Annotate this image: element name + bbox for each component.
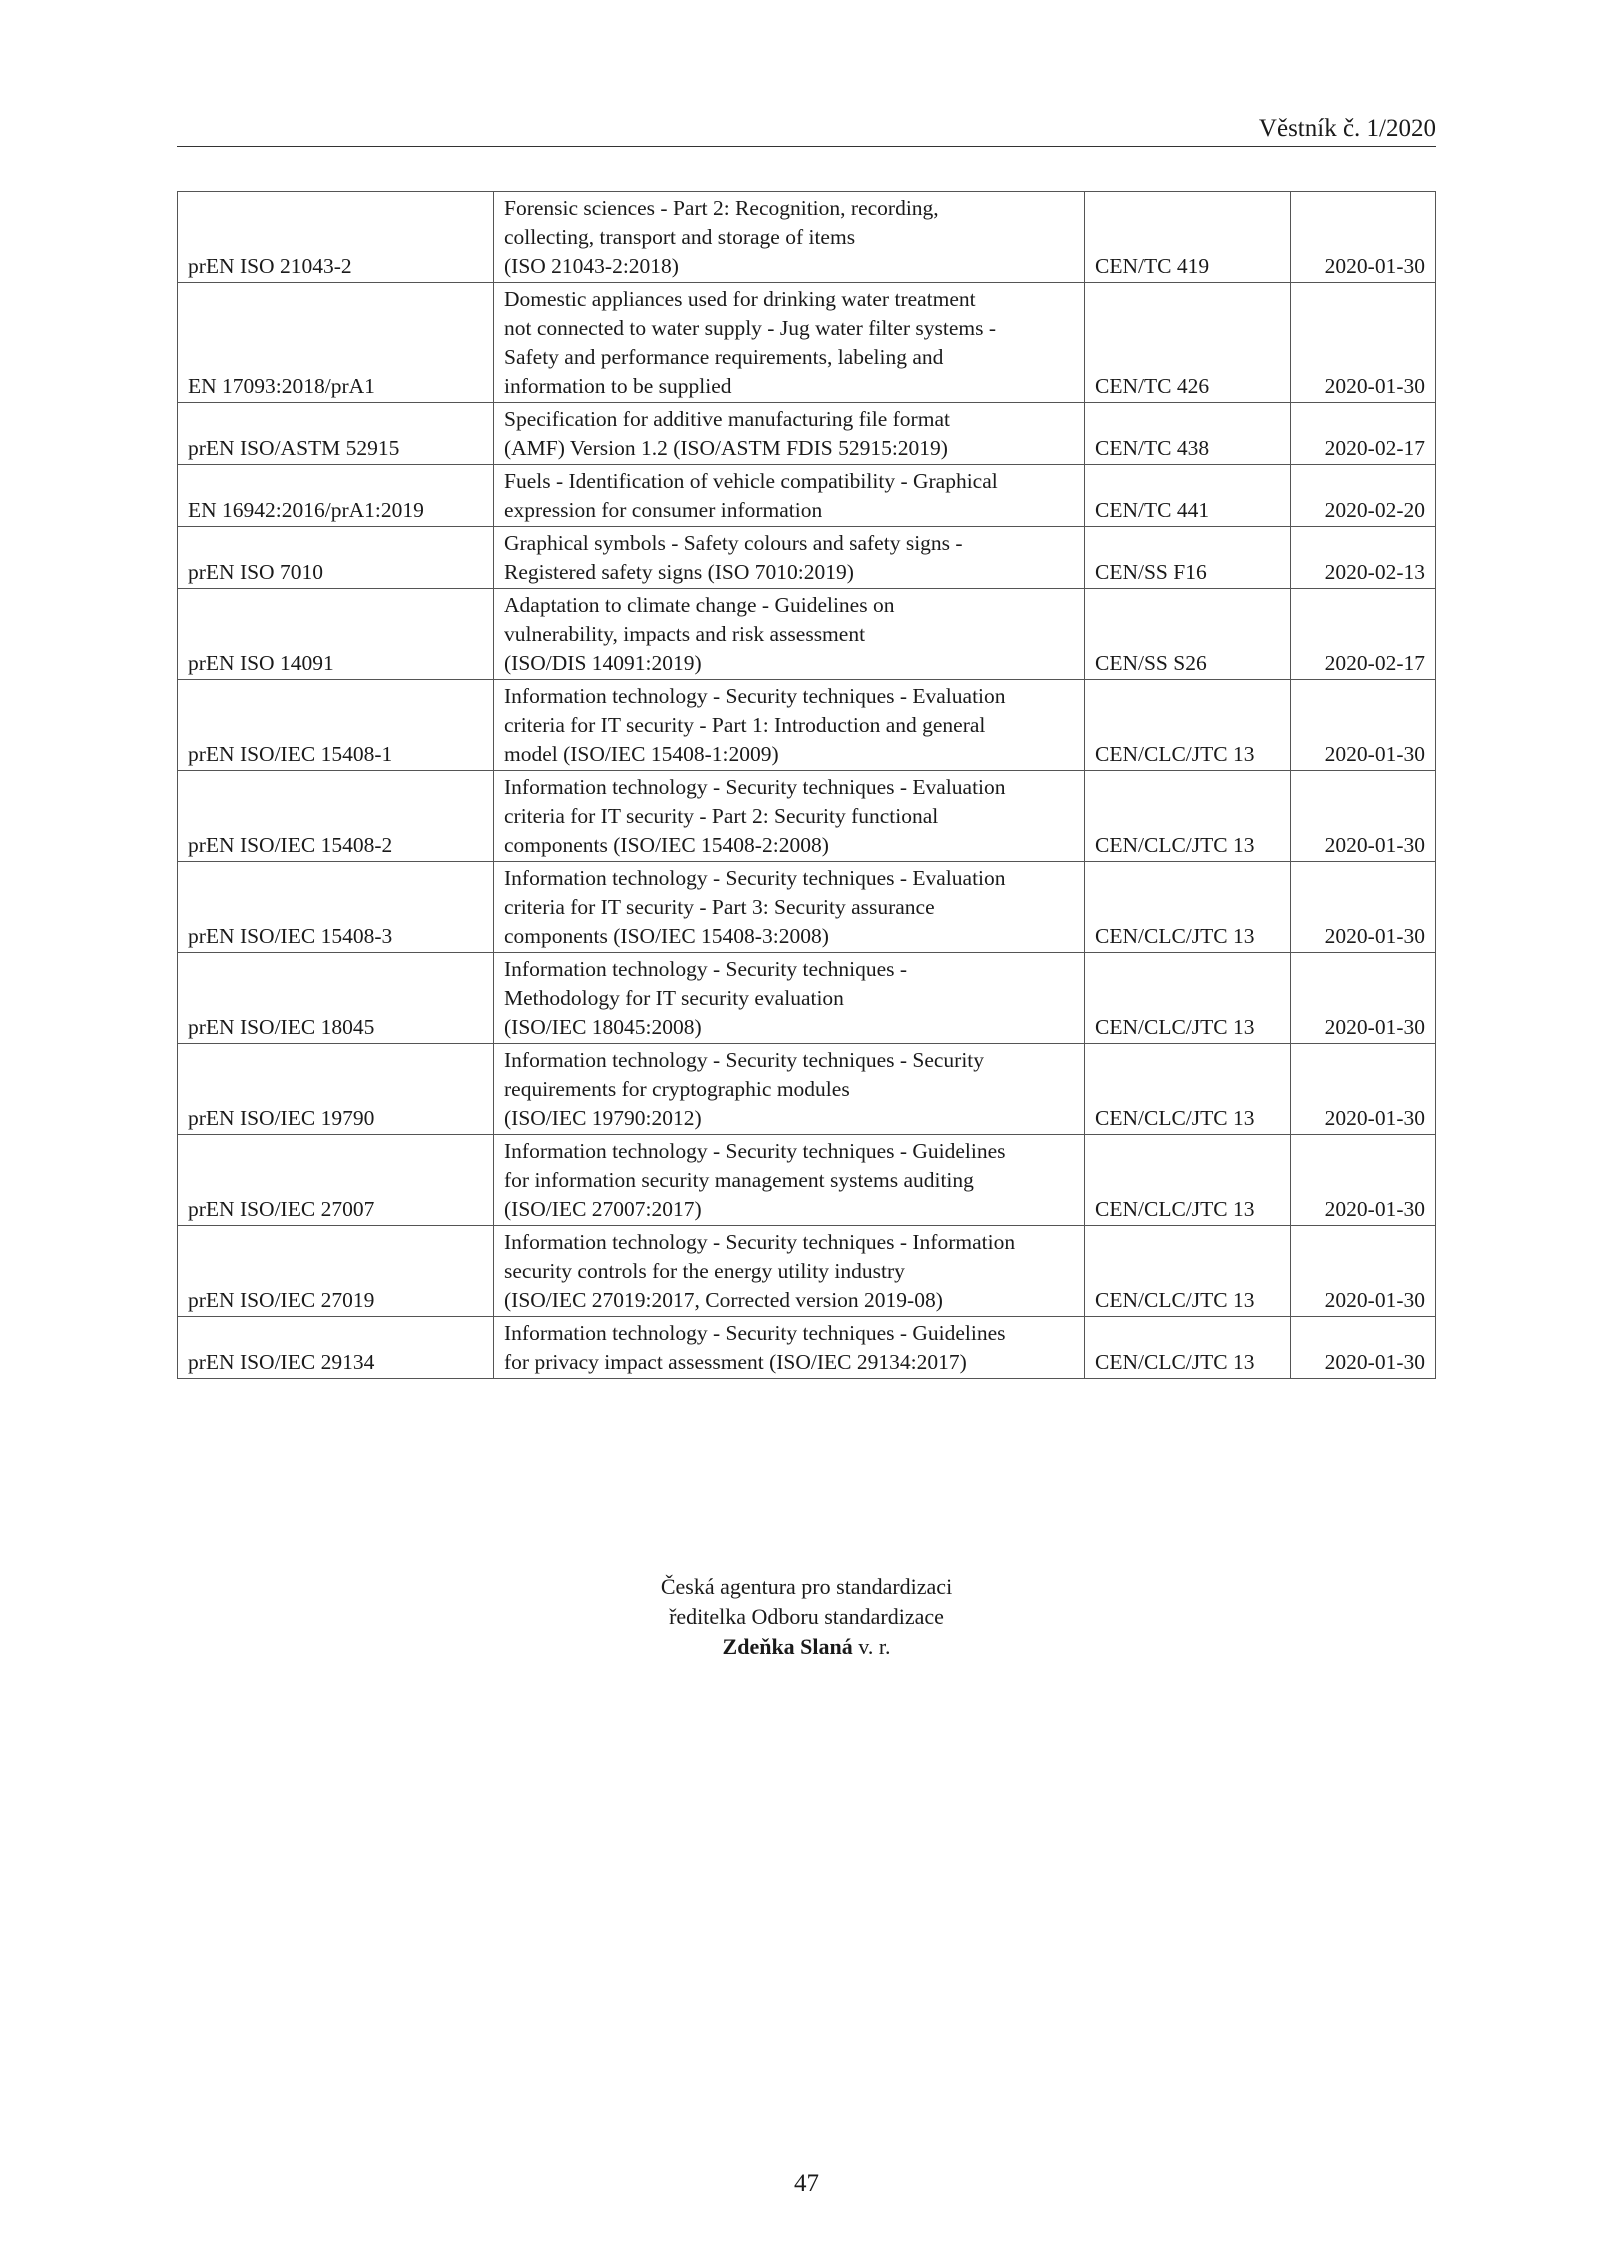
standard-title bbox=[494, 589, 1085, 680]
standard-title-line: Registered safety signs (ISO 7010:2019) bbox=[504, 560, 854, 584]
technical-committee: CEN/CLC/JTC 13 bbox=[1085, 953, 1291, 1044]
technical-committee: CEN/CLC/JTC 13 bbox=[1085, 1135, 1291, 1226]
table-row bbox=[178, 862, 1436, 953]
standard-title-line: Information technology - Security techniques - Security bbox=[504, 1048, 985, 1072]
standard-title-line: Methodology for IT security evaluation bbox=[504, 986, 844, 1010]
standard-title-line: expression for consumer information bbox=[504, 498, 823, 522]
standards-table-body bbox=[178, 192, 1436, 1379]
standard-title-line: Information technology - Security techniques - Guidelines bbox=[504, 1139, 1006, 1163]
standard-title bbox=[494, 862, 1085, 953]
standard-code: prEN ISO 14091 bbox=[178, 589, 494, 680]
technical-committee: CEN/TC 438 bbox=[1085, 403, 1291, 465]
standard-code: prEN ISO 7010 bbox=[178, 527, 494, 589]
table-row bbox=[178, 527, 1436, 589]
standard-title-line: (ISO/DIS 14091:2019) bbox=[504, 651, 702, 675]
page-header bbox=[177, 112, 1436, 147]
signatory-line bbox=[177, 1632, 1436, 1662]
table-row bbox=[178, 465, 1436, 527]
deadline-date: 2020-01-30 bbox=[1291, 862, 1436, 953]
deadline-date: 2020-01-30 bbox=[1291, 283, 1436, 403]
standard-code: prEN ISO/IEC 27019 bbox=[178, 1226, 494, 1317]
standard-title-line: components (ISO/IEC 15408-2:2008) bbox=[504, 833, 829, 857]
deadline-date: 2020-01-30 bbox=[1291, 1226, 1436, 1317]
standard-title bbox=[494, 403, 1085, 465]
deadline-date: 2020-02-17 bbox=[1291, 403, 1436, 465]
table-row bbox=[178, 771, 1436, 862]
deadline-date: 2020-01-30 bbox=[1291, 1135, 1436, 1226]
signatory-position: ředitelka Odboru standardizace bbox=[669, 1604, 944, 1629]
technical-committee: CEN/TC 441 bbox=[1085, 465, 1291, 527]
standard-title-line: (ISO/IEC 27019:2017, Corrected version 2019-08) bbox=[504, 1288, 943, 1312]
standard-title-line: (ISO/IEC 19790:2012) bbox=[504, 1106, 702, 1130]
signatory-name: Zdeňka Slaná bbox=[722, 1634, 853, 1659]
standard-title-line: model (ISO/IEC 15408-1:2009) bbox=[504, 742, 779, 766]
standard-code: EN 17093:2018/prA1 bbox=[178, 283, 494, 403]
deadline-date: 2020-02-13 bbox=[1291, 527, 1436, 589]
standard-code: prEN ISO/IEC 15408-2 bbox=[178, 771, 494, 862]
technical-committee: CEN/SS F16 bbox=[1085, 527, 1291, 589]
table-row bbox=[178, 1044, 1436, 1135]
standard-title-line: criteria for IT security - Part 2: Security functional bbox=[504, 804, 939, 828]
standard-code: prEN ISO/IEC 15408-3 bbox=[178, 862, 494, 953]
standard-title bbox=[494, 1135, 1085, 1226]
standard-title-line: information to be supplied bbox=[504, 374, 732, 398]
standard-title-line: Information technology - Security techniques - Evaluation bbox=[504, 866, 1006, 890]
deadline-date: 2020-01-30 bbox=[1291, 771, 1436, 862]
standard-code: prEN ISO/IEC 18045 bbox=[178, 953, 494, 1044]
journal-title: Věstník č. 1/2020 bbox=[1258, 115, 1436, 142]
technical-committee: CEN/CLC/JTC 13 bbox=[1085, 1044, 1291, 1135]
standard-title bbox=[494, 680, 1085, 771]
deadline-date: 2020-01-30 bbox=[1291, 680, 1436, 771]
standard-title-line: Graphical symbols - Safety colours and safety signs - bbox=[504, 531, 963, 555]
technical-committee: CEN/CLC/JTC 13 bbox=[1085, 1226, 1291, 1317]
standard-title-line: criteria for IT security - Part 1: Introduction and general bbox=[504, 713, 986, 737]
deadline-date: 2020-02-17 bbox=[1291, 589, 1436, 680]
standard-title bbox=[494, 953, 1085, 1044]
technical-committee: CEN/CLC/JTC 13 bbox=[1085, 771, 1291, 862]
standard-code: prEN ISO/IEC 15408-1 bbox=[178, 680, 494, 771]
standard-title-line: Specification for additive manufacturing file format bbox=[504, 407, 950, 431]
standard-title-line: Adaptation to climate change - Guidelines on bbox=[504, 593, 895, 617]
standard-title-line: Domestic appliances used for drinking water treatment bbox=[504, 287, 976, 311]
deadline-date: 2020-01-30 bbox=[1291, 1044, 1436, 1135]
table-row bbox=[178, 680, 1436, 771]
standard-title-line: requirements for cryptographic modules bbox=[504, 1077, 850, 1101]
table-row bbox=[178, 1135, 1436, 1226]
standard-title-line: Information technology - Security techniques - Information bbox=[504, 1230, 1016, 1254]
table-row bbox=[178, 283, 1436, 403]
standard-title-line: collecting, transport and storage of items bbox=[504, 225, 856, 249]
standard-title-line: Information technology - Security techniques - bbox=[504, 957, 908, 981]
standard-title-line: for privacy impact assessment (ISO/IEC 29134:2017) bbox=[504, 1350, 967, 1374]
standard-title bbox=[494, 527, 1085, 589]
standard-title bbox=[494, 192, 1085, 283]
deadline-date: 2020-01-30 bbox=[1291, 192, 1436, 283]
technical-committee: CEN/SS S26 bbox=[1085, 589, 1291, 680]
standard-code: prEN ISO/IEC 19790 bbox=[178, 1044, 494, 1135]
deadline-date: 2020-02-20 bbox=[1291, 465, 1436, 527]
standard-code: prEN ISO/IEC 27007 bbox=[178, 1135, 494, 1226]
standard-title-line: (ISO/IEC 18045:2008) bbox=[504, 1015, 702, 1039]
standard-title-line: not connected to water supply - Jug water filter systems - bbox=[504, 316, 996, 340]
table-row bbox=[178, 953, 1436, 1044]
standard-title-line: criteria for IT security - Part 3: Security assurance bbox=[504, 895, 935, 919]
standards-table bbox=[177, 191, 1436, 1379]
standard-title bbox=[494, 1044, 1085, 1135]
standard-title-line: Information technology - Security techniques - Evaluation bbox=[504, 775, 1006, 799]
standard-title-line: (ISO 21043-2:2018) bbox=[504, 254, 679, 278]
standard-title bbox=[494, 465, 1085, 527]
standard-title-line: Safety and performance requirements, labeling and bbox=[504, 345, 944, 369]
standard-title-line: (AMF) Version 1.2 (ISO/ASTM FDIS 52915:2019) bbox=[504, 436, 948, 460]
standard-title-line: Forensic sciences - Part 2: Recognition, recording, bbox=[504, 196, 939, 220]
technical-committee: CEN/CLC/JTC 13 bbox=[1085, 680, 1291, 771]
deadline-date: 2020-01-30 bbox=[1291, 1317, 1436, 1379]
standard-title bbox=[494, 283, 1085, 403]
standard-title-line: Information technology - Security techniques - Evaluation bbox=[504, 684, 1006, 708]
technical-committee: CEN/TC 426 bbox=[1085, 283, 1291, 403]
standard-title-line: vulnerability, impacts and risk assessment bbox=[504, 622, 866, 646]
standard-title-line: components (ISO/IEC 15408-3:2008) bbox=[504, 924, 829, 948]
standard-title-line: for information security management systems auditing bbox=[504, 1168, 974, 1192]
table-row bbox=[178, 192, 1436, 283]
page-number: 47 bbox=[794, 2170, 819, 2197]
standard-title-line: (ISO/IEC 27007:2017) bbox=[504, 1197, 702, 1221]
standard-title bbox=[494, 1317, 1085, 1379]
technical-committee: CEN/CLC/JTC 13 bbox=[1085, 862, 1291, 953]
table-row bbox=[178, 1317, 1436, 1379]
agency-name: Česká agentura pro standardizaci bbox=[660, 1574, 953, 1599]
standard-title bbox=[494, 771, 1085, 862]
technical-committee: CEN/TC 419 bbox=[1085, 192, 1291, 283]
table-row bbox=[178, 1226, 1436, 1317]
standard-code: EN 16942:2016/prA1:2019 bbox=[178, 465, 494, 527]
standard-code: prEN ISO/IEC 29134 bbox=[178, 1317, 494, 1379]
standard-title bbox=[494, 1226, 1085, 1317]
standard-title-line: Fuels - Identification of vehicle compatibility - Graphical bbox=[504, 469, 998, 493]
table-row bbox=[178, 403, 1436, 465]
signatory-suffix: v. r. bbox=[852, 1634, 891, 1659]
technical-committee: CEN/CLC/JTC 13 bbox=[1085, 1317, 1291, 1379]
deadline-date: 2020-01-30 bbox=[1291, 953, 1436, 1044]
standard-code: prEN ISO 21043-2 bbox=[178, 192, 494, 283]
standard-title-line: Information technology - Security techniques - Guidelines bbox=[504, 1321, 1006, 1345]
signature-block bbox=[177, 1572, 1436, 1662]
standard-code: prEN ISO/ASTM 52915 bbox=[178, 403, 494, 465]
table-row bbox=[178, 589, 1436, 680]
standard-title-line: security controls for the energy utility industry bbox=[504, 1259, 905, 1283]
